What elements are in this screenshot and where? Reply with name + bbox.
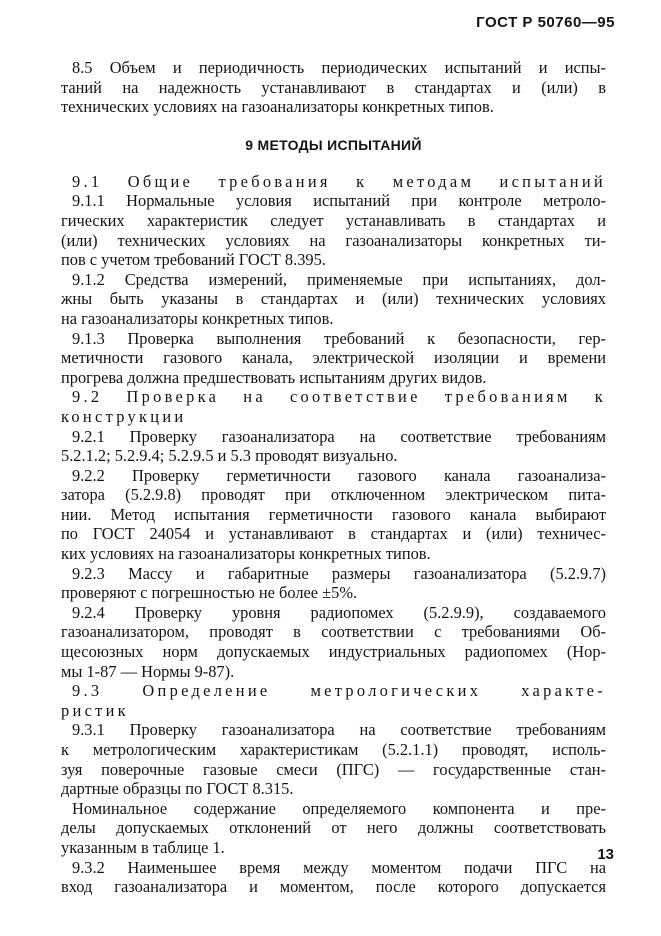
text-line: 9.2.3 Массу и габаритные размеры газоанализатора (5.2.9.7) (72, 563, 606, 583)
subsection-9-3-heading (61, 681, 606, 720)
text-line: указанным в таблице 1. (61, 837, 225, 857)
text-line: метичности газового канала, электрической изоляции и времени (61, 348, 606, 368)
text-line: ких условиях на газоанализаторы конкретных типов. (61, 544, 431, 564)
paragraph-nominal-content (61, 799, 606, 858)
text-line: прогрева должна предшествовать испытаниям других видов. (61, 367, 487, 387)
text-line: гических характеристик следует устанавливать в стандартах и (61, 210, 606, 230)
text-line: таний на надежность устанавливают в стандартах и (или) в (61, 77, 606, 97)
text-line: 9.2.1 Проверку газоанализатора на соответствие требованиям (72, 426, 606, 446)
text-line: 8.5 Объем и периодичность периодических испытаний и испы- (72, 58, 606, 77)
text-line: нии. Метод испытания герметичности газового канала выбирают (61, 504, 606, 524)
text-line: зуя поверочные газовые смеси (ПГС) — государственные стан- (61, 759, 606, 779)
text-line: вход газоанализатора и моментом, после которого допускается (61, 877, 606, 897)
paragraph-9-1-3 (61, 329, 606, 388)
standard-header: ГОСТ Р 50760—95 (476, 14, 615, 31)
text-line: конструкции (61, 406, 187, 426)
text-line: пов с учетом требований ГОСТ 8.395. (61, 250, 326, 270)
text-line: 9.1.1 Нормальные условия испытаний при контроле метроло- (72, 191, 606, 211)
text-line: к метрологическим характеристикам (5.2.1.1) проводят, исполь- (61, 740, 606, 759)
paragraph-9-3-1 (61, 720, 606, 798)
paragraph-8-5 (61, 58, 606, 117)
text-line: 9.3.1 Проверку газоанализатора на соответствие требованиям (72, 720, 606, 740)
text-line: Номинальное содержание определяемого компонента и пре- (72, 798, 606, 818)
text-line: щесоюзных норм допускаемых индустриальных радиопомех (Нор- (61, 642, 606, 662)
paragraph-9-3-2 (61, 858, 606, 897)
text-line: 9.1.3 Проверка выполнения требований к безопасности, гер- (72, 328, 606, 348)
text-line: делы допускаемых отклонений от него должны соответствовать (61, 818, 606, 838)
paragraph-9-1-1 (61, 191, 606, 269)
paragraph-9-2-1 (61, 427, 606, 466)
text-line: на газоанализаторы конкретных типов. (61, 308, 334, 328)
text-line: дартные образцы по ГОСТ 8.315. (61, 779, 294, 799)
text-line: затора (5.2.9.8) проводят при отключенном электрическом пита- (61, 485, 606, 505)
text-line: газоанализатором, проводят в соответствии с требованиями Об- (61, 622, 606, 642)
text-line: жны быть указаны в стандартах и (или) технических условиях (61, 289, 606, 309)
text-line: 9.3 Определение метрологических характе- (72, 681, 606, 701)
text-line: 9.2.2 Проверку герметичности газового канала газоанализа- (72, 465, 606, 485)
text-line: 9.1.2 Средства измерений, применяемые при испытаниях, дол- (72, 269, 606, 289)
text-line: 5.2.1.2; 5.2.9.4; 5.2.9.5 и 5.3 проводят визуально. (61, 446, 398, 466)
paragraph-9-1-2 (61, 270, 606, 329)
text-line: технических условиях на газоанализаторы конкретных типов. (61, 97, 494, 117)
subsection-9-1-heading (61, 172, 606, 192)
paragraph-9-2-4 (61, 603, 606, 681)
subsection-9-2-heading (61, 387, 606, 426)
text-line: ристик (61, 700, 129, 720)
text-line: (или) технических условиях на газоанализаторы конкретных ти- (61, 230, 606, 250)
paragraph-9-2-3 (61, 564, 606, 603)
text-line: 9.3.2 Наименьшее время между моментом подачи ПГС на (72, 857, 606, 877)
text-line: мы 1-87 — Нормы 9-87). (61, 661, 235, 681)
text-line: 9.2.4 Проверку уровня радиопомех (5.2.9.9), создаваемого (72, 602, 606, 622)
text-line: 9.2 Проверка на соответствие требованиям к (72, 387, 606, 407)
text-line: проверяют с погрешностью не более ±5%. (61, 583, 358, 603)
document-body (61, 58, 606, 897)
page-number: 13 (597, 846, 614, 863)
paragraph-9-2-2 (61, 466, 606, 564)
text-line: по ГОСТ 24054 и устанавливают в стандартах и (или) техничес- (61, 524, 606, 544)
section-9-title: 9 МЕТОДЫ ИСПЫТАНИЙ (245, 136, 422, 153)
text-line: 9.1 Общие требования к методам испытаний (72, 171, 606, 191)
